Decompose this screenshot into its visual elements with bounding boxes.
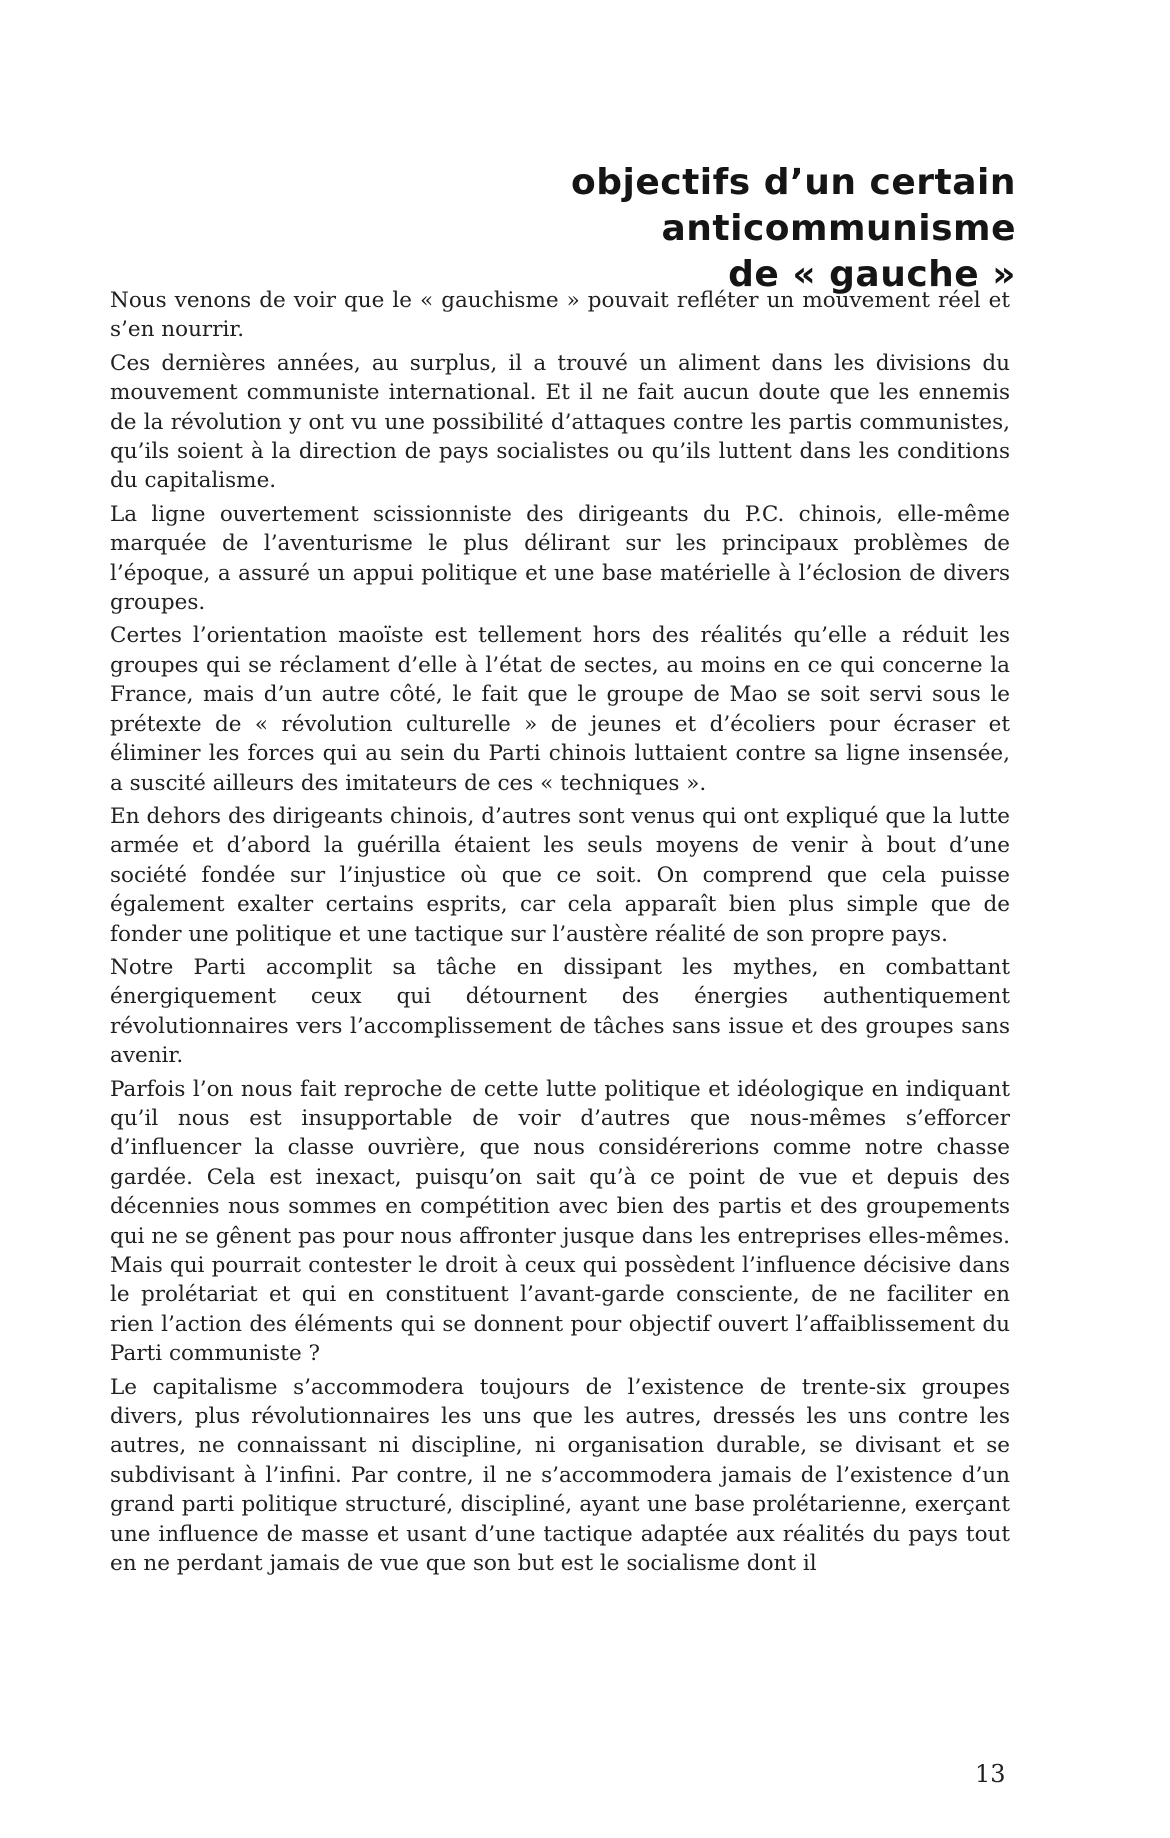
paragraph: Notre Parti accomplit sa tâche en dissipant les mythes, en combattant énergiquement ceux qui détournent des énergies authentiquement révolutionnaires vers l’accomplissement de tâches sans issue et des groupes sans avenir.	[110, 954, 1010, 1069]
paragraph: En dehors des dirigeants chinois, d’autres sont venus qui ont expliqué que la lutte armée et d’abord la guérilla étaient les seuls moyens de venir à bout d’une société fondée sur l’injustice où que ce soit. On comprend que cela puisse également exalter certains esprits, car cela apparaît bien plus simple que de fonder une politique et une tactique sur l’austère réalité de son propre pays.	[110, 803, 1010, 947]
paragraph: Parfois l’on nous fait reproche de cette lutte politique et idéologique en indiquant qu’il nous est insupportable de voir d’autres que nous-mêmes s’efforcer d’influencer la classe ouvrière, que nous considérerions comme notre chasse gardée. Cela est inexact, puisqu’on sait qu’à ce point de vue et depuis des décennies nous sommes en compétition avec bien des partis et des groupements qui ne se gênent pas pour nous affronter jusque dans les entreprises elles-mêmes. Mais qui pourrait contester le droit à ceux qui possèdent l’influence décisive dans le prolétariat et qui en constituent l’avant-garde consciente, de ne faciliter en rien l’action des éléments qui se donnent pour objectif ouvert l’affaiblissement du Parti communiste ?	[110, 1076, 1010, 1367]
heading-line-1: objectifs d’un certain	[571, 162, 1016, 203]
paragraph: La ligne ouvertement scissionniste des dirigeants du P.C. chinois, elle-même marquée de l’aventurisme le plus délirant sur les principaux problèmes de l’époque, a assuré un appui politique et une base matérielle à l’éclosion de divers groupes.	[110, 501, 1010, 616]
page-number: 13	[975, 1760, 1006, 1788]
paragraph: Certes l’orientation maoïste est tellement hors des réalités qu’elle a réduit les groupes qui se réclament d’elle à l’état de sectes, au moins en ce qui concerne la France, mais d’un autre côté, le fait que le groupe de Mao se soit servi sous le prétexte de « révolution culturelle » de jeunes et d’écoliers pour écraser et éliminer les forces qui au sein du Parti chinois luttaient contre sa ligne insensée, a suscité ailleurs des imitateurs de ces « techniques ».	[110, 623, 1010, 796]
heading-line-2: anticommunisme	[661, 208, 1016, 249]
section-heading	[571, 160, 1016, 298]
paragraph: Ces dernières années, au surplus, il a trouvé un aliment dans les divisions du mouvement communiste international. Et il ne fait aucun doute que les ennemis de la révolution y ont vu une possibilité d’attaques contre les partis communistes, qu’ils soient à la direction de pays socialistes ou qu’ils luttent dans les conditions du capitalisme.	[110, 350, 1010, 494]
heading-line-3: de « gauche »	[728, 254, 1016, 295]
paragraph: Le capitalisme s’accommodera toujours de l’existence de trente-six groupes divers, plus révolutionnaires les uns que les autres, dressés les uns contre les autres, ne connaissant ni discipline, ni organisation durable, se divisant et se subdivisant à l’infini. Par contre, il ne s’accommodera jamais de l’existence d’un grand parti politique structuré, discipliné, ayant une base prolétarienne, exerçant une influence de masse et usant d’une tactique adaptée aux réalités du pays tout en ne perdant jamais de vue que son but est le socialisme dont il	[110, 1374, 1010, 1577]
paragraph: Nous venons de voir que le « gauchisme » pouvait refléter un mouvement réel et s’en nourrir.	[110, 288, 1010, 343]
body-text	[110, 286, 1010, 1582]
